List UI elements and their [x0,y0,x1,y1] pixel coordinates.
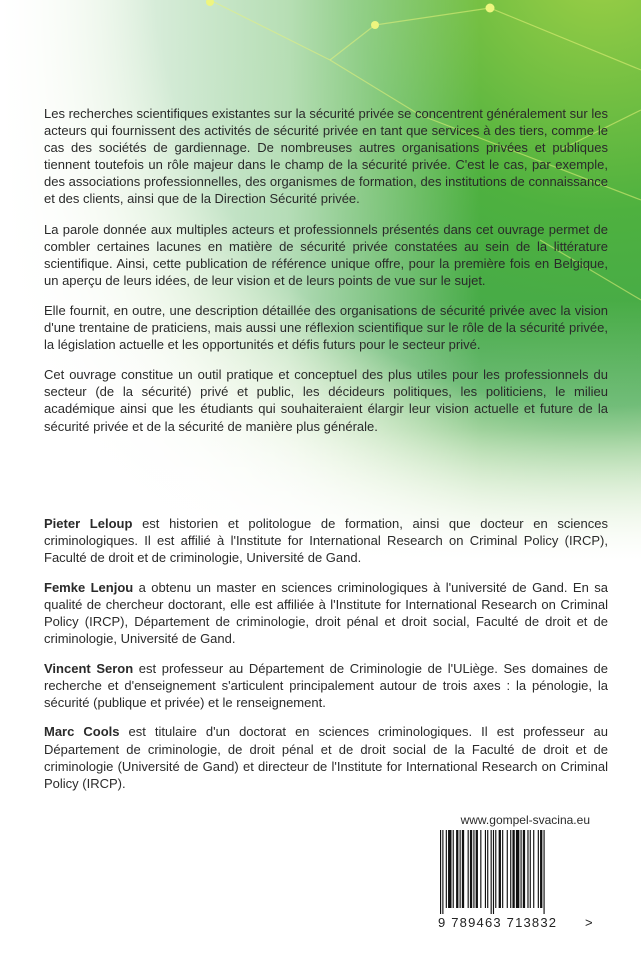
barcode-bar [521,830,522,908]
barcode-bar [440,830,441,914]
author-bio [44,660,608,711]
barcode-bar [544,830,545,914]
barcode-bar [510,830,511,908]
barcode-bar [442,830,443,914]
barcode-bar [527,830,528,908]
barcode-bar [499,830,501,908]
description-paragraph: Cet ouvrage constitue un outil pratique et conceptuel des plus utiles pour les professionnels du secteur (de la sécurité) privé et public, les décideurs politiques, les politiciens, le milieu académique ainsi que les étudiants qui souhaiteraient élargir leur vision actuelle et future de la sécurité privée et de la sécurité de manière plus générale. [44,367,608,434]
barcode-bar [523,830,525,908]
barcode-bar [460,830,461,908]
barcode-bar [512,830,514,908]
barcode-bar [462,830,464,908]
barcode-bar [530,830,531,908]
author-bio [44,723,608,791]
author-bio [44,579,608,647]
barcode-bar [502,830,503,908]
barcode-bar [456,830,458,908]
description-paragraph: Les recherches scientifiques existantes sur la sécurité privée se concentrent généralement sur les acteurs qui fournissent des activités de sécurité privée en tant que services à des tiers, comme le cas des sociétés de gardiennage. De nombreuses autres organisations privées et publiques tiennent toutefois un rôle majeur dans le champ de la sécurité privée. C'est le cas, par exemple, des associations professionnelles, des organismes de formation, des institutions de connaissance et des clients, ainsi que de la Direction Sécurité privée. [44,106,608,207]
barcode-bar [453,830,454,908]
barcode-bar [516,830,519,908]
barcode-bar [491,830,492,914]
barcode-bar [507,830,508,908]
barcode-bar [480,830,481,908]
barcode-bar [487,830,488,908]
isbn-arrow: > [585,915,593,930]
author-bios [44,515,608,804]
barcode-bar [533,830,534,908]
author-bio-text: est historien et politologue de formation, ainsi que docteur en sciences criminologiques. Il est affilié à l'Institute for International Research on Criminal Policy (IRCP), Faculté de droit et de criminologie, Université de Gand. [44,516,608,566]
description-paragraph: La parole donnée aux multiples acteurs et professionnels présentés dans cet ouvrage permet de combler certaines lacunes en matière de sécurité privée constatées au sein de la littérature scientifique. Ainsi, cette publication de référence unique offre, pour la première fois en Belgique, un aperçu de leurs idées, de leur vision et de leurs points de vue sur le sujet. [44,221,608,288]
barcode-bar [468,830,469,908]
author-bio-text: est titulaire d'un doctorat en sciences criminologiques. Il est professeur au Département de criminologie, de droit pénal et de droit social de la Faculté de droit et de criminologie (Université de Gand) et directeur de l'Institute for International Research on Criminal Policy (IRCP). [44,724,608,791]
barcode-bar [495,830,496,908]
author-name: Femke Lenjou [44,579,134,595]
author-name: Vincent Seron [44,660,134,676]
author-bio-text: est professeur au Département de Criminologie de l'ULiège. Ses domaines de recherche et d'enseignement s'articulent principalement autour de trois axes : la pénologie, la sécurité (publique et privée) et le renseignement. [44,660,608,710]
barcode-bar [446,830,447,908]
barcode-bar [485,830,486,908]
isbn-number: 9 789463 713832 [438,915,558,930]
book-description [44,105,608,448]
author-name: Marc Cools [44,724,120,740]
barcode-bar [540,830,542,908]
author-name: Pieter Leloup [44,516,133,531]
author-bio [44,515,608,566]
publisher-url[interactable]: www.gompel-svacina.eu [460,813,590,827]
barcode-bar [448,830,451,908]
barcode-bar [473,830,474,908]
description-paragraph: Elle fournit, en outre, une description détaillée des organisations de sécurité privée avec la vision d'une trentaine de praticiens, mais aussi une réflexion scientifique sur le rôle de la sécurité privée, la législation actuelle et les opportunités et défis futurs pour le secteur privé. [44,302,608,353]
author-bio-text: a obtenu un master en sciences criminologiques à l'université de Gand. En sa qualité de chercheur doctorant, elle est affiliée à l'Institute for International Research on Criminal Policy (IRCP), Département de criminologie, droit pénal et droit social, Faculté de droit et de criminologie, Université de Gand. [44,579,608,647]
barcode-bar [470,830,472,908]
barcode-bar [538,830,539,908]
barcode-bar [476,830,478,908]
barcode-bar [493,830,494,914]
